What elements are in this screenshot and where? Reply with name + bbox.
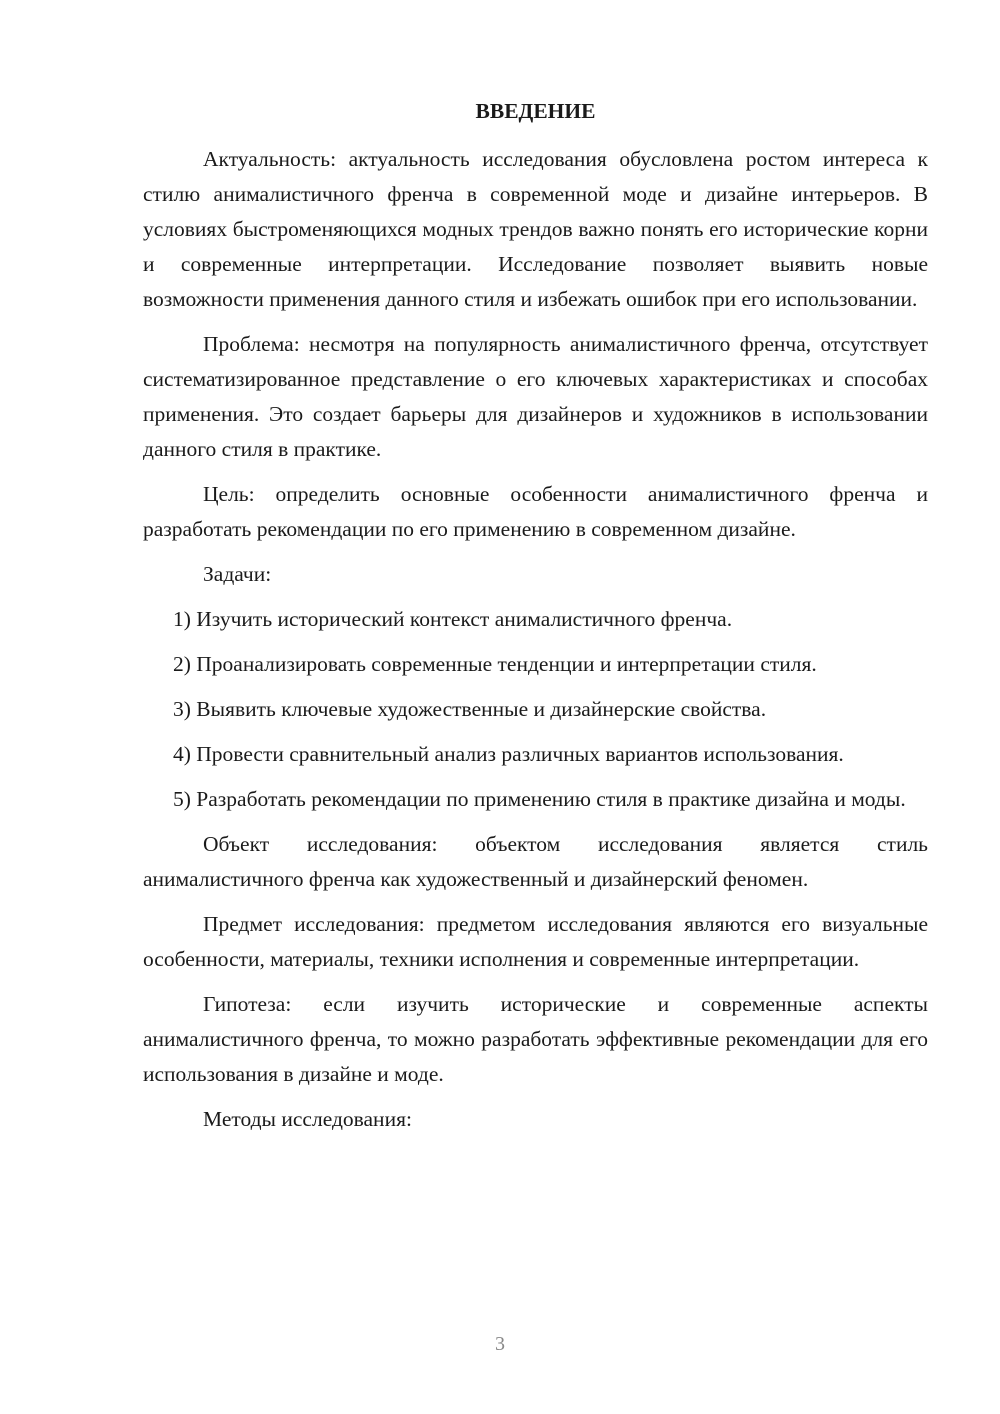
paragraph-hypothesis: Гипотеза: если изучить исторические и современные аспекты анималистичного френча, то можно разработать эффективные рекомендации для его использования в дизайне и моде. — [143, 992, 928, 1086]
task-item: 5) Разработать рекомендации по применению стиля в практике дизайна и моды. — [173, 787, 906, 811]
tasks-label: Задачи: — [203, 562, 272, 586]
task-item: 3) Выявить ключевые художественные и дизайнерские свойства. — [173, 697, 767, 721]
paragraph-object: Объект исследования: объектом исследования является стиль анималистичного френча как художественный и дизайнерский феномен. — [143, 832, 928, 891]
page-number: 3 — [495, 1333, 505, 1355]
paragraph-subject: Предмет исследования: предметом исследования являются его визуальные особенности, материалы, техники исполнения и современные интерпретации. — [143, 912, 928, 971]
methods-label: Методы исследования: — [203, 1107, 412, 1131]
paragraph-relevance: Актуальность: актуальность исследования обусловлена ростом интереса к стилю анималистичного френча в современной моде и дизайне интерьеров. В условиях быстроменяющихся модных трендов важно понять его исторические корни и современные интерпретации. Исследование позволяет выявить новые возможности применения данного стиля и избежать ошибок при его использовании. — [143, 147, 928, 311]
section-title: ВВЕДЕНИЕ — [475, 99, 596, 123]
task-item: 2) Проанализировать современные тенденции и интерпретации стиля. — [173, 652, 817, 676]
paragraph-problem: Проблема: несмотря на популярность анималистичного френча, отсутствует систематизированное представление о его ключевых характеристиках и способах применения. Это создает барьеры для дизайнеров и художников в использовании данного стиля в практике. — [143, 332, 928, 461]
task-item: 4) Провести сравнительный анализ различных вариантов использования. — [173, 742, 844, 766]
document-page — [143, 96, 928, 1147]
paragraph-goal: Цель: определить основные особенности анималистичного френча и разработать рекомендации по его применению в современном дизайне. — [143, 482, 928, 541]
task-item: 1) Изучить исторический контекст анималистичного френча. — [173, 607, 733, 631]
